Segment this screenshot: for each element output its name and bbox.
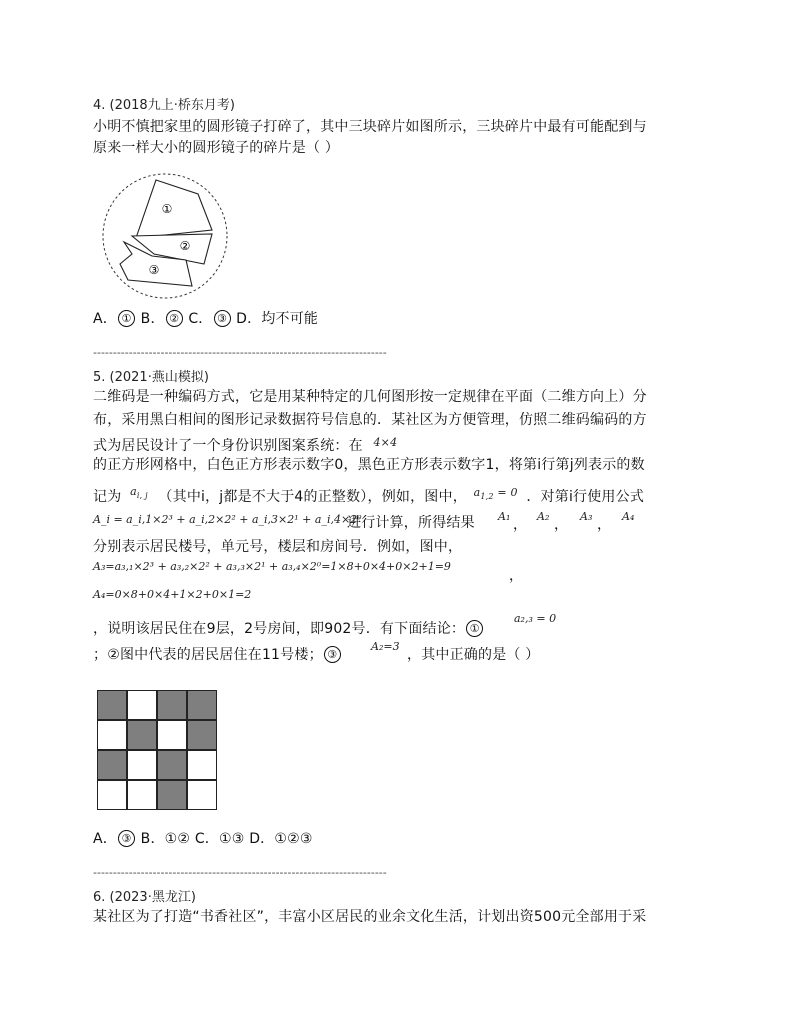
grid-cell-r1-c1 <box>97 690 127 720</box>
q5-line3-text: 式为居民设计了一个身份识别图案系统：在 <box>93 438 363 454</box>
q4-option-a-mark: ① <box>118 310 135 327</box>
q5-option-b-mark: ①② <box>164 831 191 847</box>
q4-option-a: A． <box>93 311 117 327</box>
grid-cell-r4-c1 <box>97 780 127 810</box>
grid-cell-r1-c4 <box>187 690 217 720</box>
grid-cell-r4-c4 <box>187 780 217 810</box>
q5-line11-end: ，其中正确的是（ ） <box>407 647 540 663</box>
grid-cell-r3-c2 <box>127 750 157 780</box>
q5-aij-math <box>130 485 148 501</box>
q5-source: 5. (2021·燕山模拟) <box>93 370 209 385</box>
q5-line7: 分别表示居民楼号，单元号，楼层和房间号．例如，图中， <box>93 539 463 555</box>
q5-line2: 布，采用黑白相间的图形记录数据符号信息的．某社区为方便管理，仿照二维码编码的方 <box>93 412 647 428</box>
q5-option-d: D． <box>249 831 275 847</box>
q4-text-line1: 小明不慎把家里的圆形镜子打碎了，其中三块碎片如图所示，三块碎片中最有可能配到与 <box>93 119 647 135</box>
q5-line10-text: ，说明该居民住在9层，2号房间，即902号．有下面结论： <box>93 621 466 637</box>
separator-1: -------------------------------------------------------------------------- <box>93 346 387 359</box>
fragment-1-label: ① <box>161 202 173 216</box>
q5-line3 <box>93 434 397 455</box>
grid-cell-r1-c2 <box>127 690 157 720</box>
q4-source: 4. (2018九上·桥东月考) <box>93 98 235 113</box>
grid-cell-r2-c2 <box>127 720 157 750</box>
fragment-1 <box>136 180 212 238</box>
q5-line11-text: ；②图中代表的居民居住在11号楼； <box>93 647 323 663</box>
q5-example-math <box>473 486 518 502</box>
q5-aij-var: a <box>130 485 137 498</box>
q5-row-formula: A_i = a_i,1×2³ + a_i,2×2² + a_i,3×2¹ + a_i,4×2⁰ <box>93 513 362 526</box>
grid-cell-r2-c4 <box>187 720 217 750</box>
grid-cell-r3-c1 <box>97 750 127 780</box>
q5-A1: A₁ <box>498 510 511 523</box>
fragment-2-label: ② <box>179 239 191 253</box>
q5-grid-size-math: 4×4 <box>373 436 398 449</box>
q5-A3-formula: A₃=a₃,₁×2³ + a₃,₂×2² + a₃,₃×2¹ + a₃,₄×2⁰=1×8+0×4+0×2+1=9 <box>93 560 451 573</box>
q5-option-a: A． <box>93 831 117 847</box>
grid-cell-r4-c2 <box>127 780 157 810</box>
q5-conclusion-1-math: a₂,₃ = 0 <box>514 612 557 625</box>
q5-option-c: C． <box>194 831 220 847</box>
q5-options <box>93 830 313 848</box>
q5-line6 <box>93 508 362 527</box>
q6-line1: 某社区为了打造“书香社区”，丰富小区居民的业余文化生活，计划出资500元全部用于采 <box>93 909 647 925</box>
grid-cell-r3-c3 <box>157 750 187 780</box>
q5-line10 <box>93 620 484 638</box>
q5-option-d-mark: ①②③ <box>274 831 313 847</box>
q5-example-eq: = 0 <box>493 486 518 499</box>
q4-text-line2: 原来一样大小的圆形镜子的碎片是（ ） <box>93 140 340 156</box>
q5-A-sep-3: ， <box>597 517 612 533</box>
grid-cell-r1-c3 <box>157 690 187 720</box>
q4-option-b: B． <box>140 311 165 327</box>
q5-option-c-mark: ①③ <box>219 831 245 847</box>
q5-option-b: B． <box>140 831 165 847</box>
q5-line5-text-c: ．对第i行使用公式 <box>526 489 645 505</box>
grid-cell-r3-c4 <box>187 750 217 780</box>
q4-option-c-mark: ③ <box>214 310 231 327</box>
mirror-fragments-figure <box>96 168 236 302</box>
q4-option-d: D．均不可能 <box>236 311 319 327</box>
q5-option-a-mark: ③ <box>118 830 135 847</box>
q5-example-sub: 1,2 <box>480 492 494 502</box>
q5-A4-formula: A₄=0×8+0×4+1×2+0×1=2 <box>93 588 252 601</box>
q5-aij-sub: i, j <box>136 491 148 501</box>
q6-source: 6. (2023·黑龙江) <box>93 890 196 905</box>
q5-A-sep-1: ， <box>513 517 528 533</box>
fragment-3-label: ③ <box>148 263 160 277</box>
q4-option-b-mark: ② <box>166 310 183 327</box>
q5-line8-comma: ， <box>509 568 524 584</box>
q4-option-c: C． <box>188 311 213 327</box>
q4-options <box>93 310 318 328</box>
separator-2: -------------------------------------------------------------------------- <box>93 866 387 879</box>
q5-line6-text: 进行计算，所得结果 <box>347 515 475 531</box>
q5-A3: A₃ <box>580 510 593 523</box>
q5-line4: 的正方形网格中，白色正方形表示数字0，黑色正方形表示数字1，将第i行第j列表示的数 <box>93 457 645 473</box>
q5-A-sep-2: ， <box>554 517 569 533</box>
grid-cell-r2-c3 <box>157 720 187 750</box>
q5-line1: 二维码是一种编码方式，它是用某种特定的几何图形按一定规律在平面（二维方向上）分 <box>93 389 647 405</box>
grid-cell-r4-c3 <box>157 780 187 810</box>
q5-conclusion-3-math: A₂=3 <box>371 640 400 653</box>
grid-cell-r2-c1 <box>97 720 127 750</box>
q5-A2: A₂ <box>537 510 550 523</box>
q5-conclusion-1-mark: ① <box>466 620 483 637</box>
qr-grid-figure <box>97 690 219 812</box>
q5-example-var: a <box>473 486 481 499</box>
q5-A4: A₄ <box>622 510 635 523</box>
q5-line11 <box>93 646 342 664</box>
q5-line5-text-b: （其中i，j都是不大于4的正整数），例如，图中， <box>158 489 467 505</box>
q5-conclusion-3-mark: ③ <box>324 646 341 663</box>
q5-line5 <box>93 483 644 506</box>
q5-line5-text-a: 记为 <box>93 489 122 505</box>
